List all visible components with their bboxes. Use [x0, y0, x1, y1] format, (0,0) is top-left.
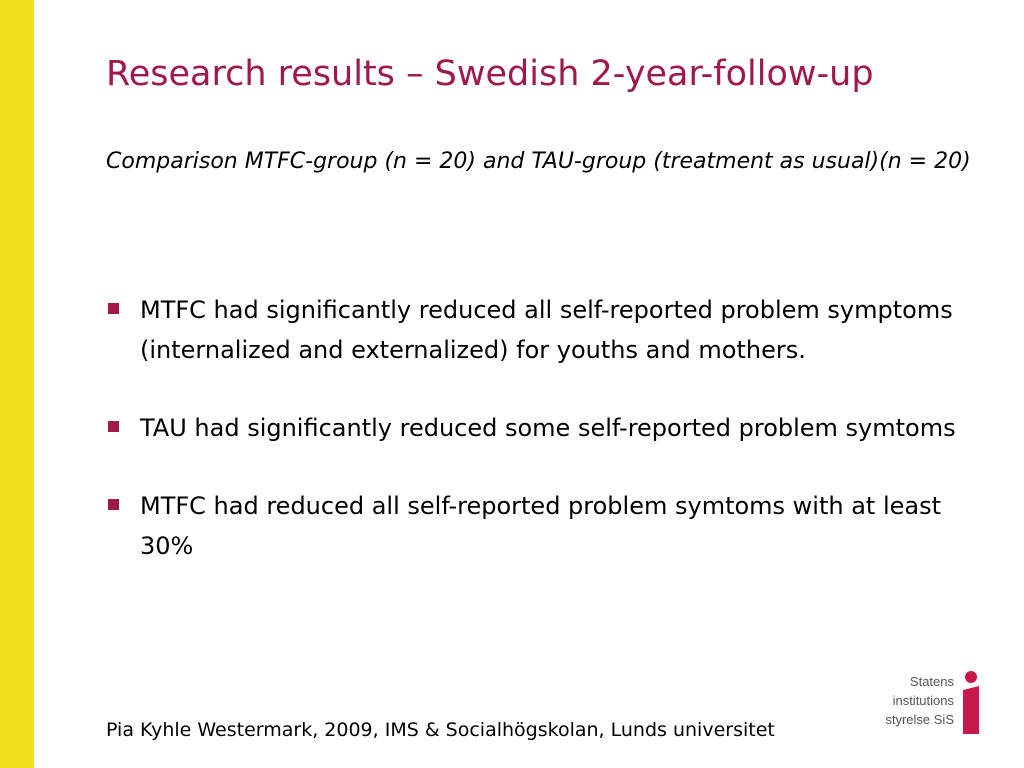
slide-subtitle: Comparison MTFC-group (n = 20) and TAU-group (treatment as usual)(n = 20) — [106, 149, 971, 174]
logo-line: styrelse SiS — [885, 712, 954, 727]
sis-i-logo-icon — [960, 670, 982, 736]
bullet-text: TAU had significantly reduced some self-reported problem symtoms — [140, 414, 956, 442]
slide-title: Research results – Swedish 2-year-follow-up — [106, 54, 874, 94]
bullet-text: MTFC had significantly reduced all self-reported problem symptoms (internalized and externalized) for youths and mothers. — [140, 296, 953, 364]
bullet-item — [106, 290, 976, 370]
logo-line: Statens — [909, 674, 954, 689]
sis-logo — [876, 670, 988, 736]
bullet-text: MTFC had reduced all self-reported problem symtoms with at least 30% — [140, 492, 942, 560]
square-bullet-icon — [108, 499, 119, 510]
bullet-item — [106, 486, 976, 566]
bullet-item — [106, 408, 976, 448]
slide-footer: Pia Kyhle Westermark, 2009, IMS & Socialhögskolan, Lunds universitet — [106, 719, 775, 741]
accent-side-bar — [0, 0, 34, 768]
square-bullet-icon — [108, 303, 119, 314]
bullet-list — [106, 290, 976, 604]
logo-text — [885, 672, 954, 729]
logo-line: institutions — [892, 693, 954, 708]
square-bullet-icon — [108, 421, 119, 432]
